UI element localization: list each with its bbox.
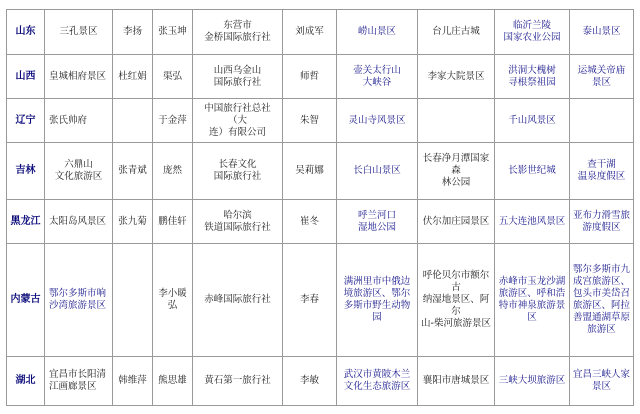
cell-text: 长春净月潭国家森 林公园 — [422, 153, 490, 188]
table-cell — [418, 10, 495, 55]
cell-text: 伏尔加庄园景区 — [422, 215, 490, 227]
table-cell — [418, 357, 495, 406]
cell-text: 灵山寺风景区 — [348, 114, 406, 126]
table-cell — [570, 55, 634, 99]
table-cell — [495, 143, 570, 200]
cell-text: 太阳岛风景区 — [49, 215, 107, 227]
cell-text: 呼兰河口 湿地公园 — [357, 209, 396, 233]
cell-text: 鹏佳轩 — [158, 215, 187, 227]
province-cell: 内蒙古 — [7, 244, 45, 357]
table-row — [7, 143, 634, 200]
table-cell — [418, 244, 495, 357]
cell-text: 长春文化 国际旅行社 — [213, 159, 262, 182]
table-cell — [283, 244, 337, 357]
cell-text: 李春 — [299, 294, 319, 305]
table-cell — [283, 10, 337, 55]
table-body — [7, 10, 634, 406]
cell-text: 山西乌金山 国际旅行社 — [213, 64, 262, 88]
cell-text: 赤峰市玉龙沙湖 旅游区、呼和浩 特市神泉旅游景 区 — [498, 276, 566, 323]
table-cell — [495, 10, 570, 55]
table-cell — [193, 99, 283, 143]
cell-text: 师哲 — [299, 70, 319, 82]
table-cell — [113, 10, 153, 55]
cell-text: 长白山景区 — [353, 165, 401, 176]
cell-text: 崔冬 — [299, 215, 319, 227]
table-cell — [193, 244, 283, 357]
table-cell — [337, 10, 418, 55]
cell-text: 杜红娟 — [118, 70, 147, 82]
province-cell: 山东 — [7, 10, 45, 55]
cell-text: 泰山景区 — [582, 26, 621, 37]
table-cell — [418, 200, 495, 244]
table-cell — [495, 55, 570, 99]
province-cell: 黑龙江 — [7, 200, 45, 244]
cell-text: 崂山景区 — [357, 26, 396, 37]
cell-text: 满洲里市中俄边 境旅游区、鄂尔 多斯市野生动物 园 — [343, 276, 411, 323]
tourism-table — [6, 9, 634, 406]
table-cell — [153, 244, 193, 357]
table-row — [7, 357, 634, 406]
cell-text: 李小暖弘 — [158, 288, 187, 311]
table-cell — [418, 143, 495, 200]
table-cell — [153, 200, 193, 244]
cell-text: 三孔景区 — [59, 26, 98, 37]
cell-text: 张氏帅府 — [49, 114, 88, 126]
table-row — [7, 200, 634, 244]
table-cell — [418, 99, 495, 143]
table-cell — [283, 143, 337, 200]
table-cell — [283, 357, 337, 406]
table-cell — [153, 55, 193, 99]
table-cell — [495, 99, 570, 143]
table-cell — [45, 200, 113, 244]
cell-text: 皇城相府景区 — [49, 70, 107, 82]
table-cell — [193, 10, 283, 55]
cell-text: 张青斌 — [118, 165, 147, 176]
table-cell — [337, 357, 418, 406]
table-cell — [570, 99, 634, 143]
cell-text: 运城关帝庙 景区 — [577, 64, 626, 88]
table-cell — [570, 200, 634, 244]
province-cell: 湖北 — [7, 357, 45, 406]
table-cell — [193, 55, 283, 99]
table-row — [7, 10, 634, 55]
cell-text: 武汉市黄陂木兰 文化生态旅游区 — [343, 369, 411, 392]
cell-text: 中国旅行社总社（大 连）有限公司 — [204, 102, 271, 138]
cell-text: 刘成军 — [295, 26, 324, 37]
cell-text: 长影世纪城 — [508, 165, 556, 176]
cell-text: 查干湖 温泉度假区 — [577, 159, 626, 182]
cell-text: 洪洞大槐树 寻根祭祖园 — [508, 64, 556, 88]
cell-text: 台儿庄古城 — [432, 26, 480, 37]
table-cell — [337, 200, 418, 244]
cell-text: 六鼎山 文化旅游区 — [54, 159, 103, 182]
table-cell — [193, 143, 283, 200]
table-row — [7, 244, 634, 357]
table-cell — [337, 55, 418, 99]
table-cell — [113, 55, 153, 99]
table-cell — [113, 244, 153, 357]
province-cell: 山西 — [7, 55, 45, 99]
province-cell: 吉林 — [7, 143, 45, 200]
cell-text: 韩维萍 — [118, 375, 147, 386]
table-cell — [570, 143, 634, 200]
table-cell — [337, 244, 418, 357]
cell-text: 宜昌市长阳清 江画廊景区 — [49, 369, 107, 392]
cell-text: 张玉坤 — [158, 26, 187, 37]
table-row — [7, 99, 634, 143]
cell-text: 临沂兰陵 国家农业公园 — [503, 20, 561, 43]
cell-text: 于金萍 — [158, 114, 187, 126]
cell-text: 鄂尔多斯市九 成宫旅游区、 包头市美岱召 旅游区、阿拉 善盟通湖草原 旅游区 — [572, 264, 630, 335]
table-cell — [418, 55, 495, 99]
cell-text: 李家大院景区 — [427, 70, 485, 82]
table-cell — [337, 143, 418, 200]
cell-text: 庞然 — [162, 165, 182, 176]
cell-text: 朱智 — [299, 114, 319, 126]
table-cell — [45, 244, 113, 357]
cell-text: 五大连池风景区 — [498, 215, 566, 227]
table-cell — [153, 357, 193, 406]
cell-text: 襄阳市唐城景区 — [422, 375, 490, 386]
table-cell — [283, 55, 337, 99]
province-cell: 辽宁 — [7, 99, 45, 143]
cell-text: 东营市 金桥国际旅行社 — [204, 20, 271, 43]
table-cell — [495, 357, 570, 406]
table-cell — [495, 244, 570, 357]
table-cell — [45, 55, 113, 99]
cell-text: 渠弘 — [162, 70, 182, 82]
cell-text: 赤峰国际旅行社 — [204, 294, 271, 305]
cell-text: 吴莉娜 — [295, 165, 324, 176]
table-cell — [337, 99, 418, 143]
cell-text: 熊思雄 — [158, 375, 187, 386]
table-cell — [495, 200, 570, 244]
table-cell — [113, 143, 153, 200]
cell-text: 宜昌三峡人家 景区 — [572, 369, 630, 392]
table-cell — [45, 357, 113, 406]
cell-text: 亚布力滑雪旅 游度假区 — [572, 209, 630, 233]
cell-text: 张九菊 — [118, 215, 147, 227]
cell-text: 三峡大坝旅游区 — [498, 375, 566, 386]
table-cell — [193, 357, 283, 406]
cell-text: 呼伦贝尔市额尔古 纳湿地景区、阿尔 山-柴河旅游景区 — [421, 270, 491, 329]
table-cell — [113, 357, 153, 406]
table-row — [7, 55, 634, 99]
cell-text: 哈尔滨 铁道国际旅行社 — [204, 209, 271, 233]
table-cell — [283, 99, 337, 143]
table-cell — [45, 99, 113, 143]
table-cell — [153, 10, 193, 55]
table-cell — [570, 357, 634, 406]
table-cell — [45, 143, 113, 200]
table-cell — [45, 10, 113, 55]
cell-text: 壶关太行山 大峡谷 — [353, 64, 401, 88]
cell-text: 李敏 — [299, 375, 319, 386]
cell-text: 鄂尔多斯市响 沙湾旅游景区 — [49, 288, 107, 311]
table-cell — [570, 244, 634, 357]
table-cell — [193, 200, 283, 244]
table-cell — [113, 200, 153, 244]
cell-text: 黄石第一旅行社 — [204, 375, 271, 386]
table-cell — [153, 143, 193, 200]
table-cell — [283, 200, 337, 244]
table-cell — [570, 10, 634, 55]
table-cell — [113, 99, 153, 143]
cell-text: 李扬 — [122, 26, 142, 37]
table-cell — [153, 99, 193, 143]
cell-text: 千山风景区 — [508, 114, 556, 126]
